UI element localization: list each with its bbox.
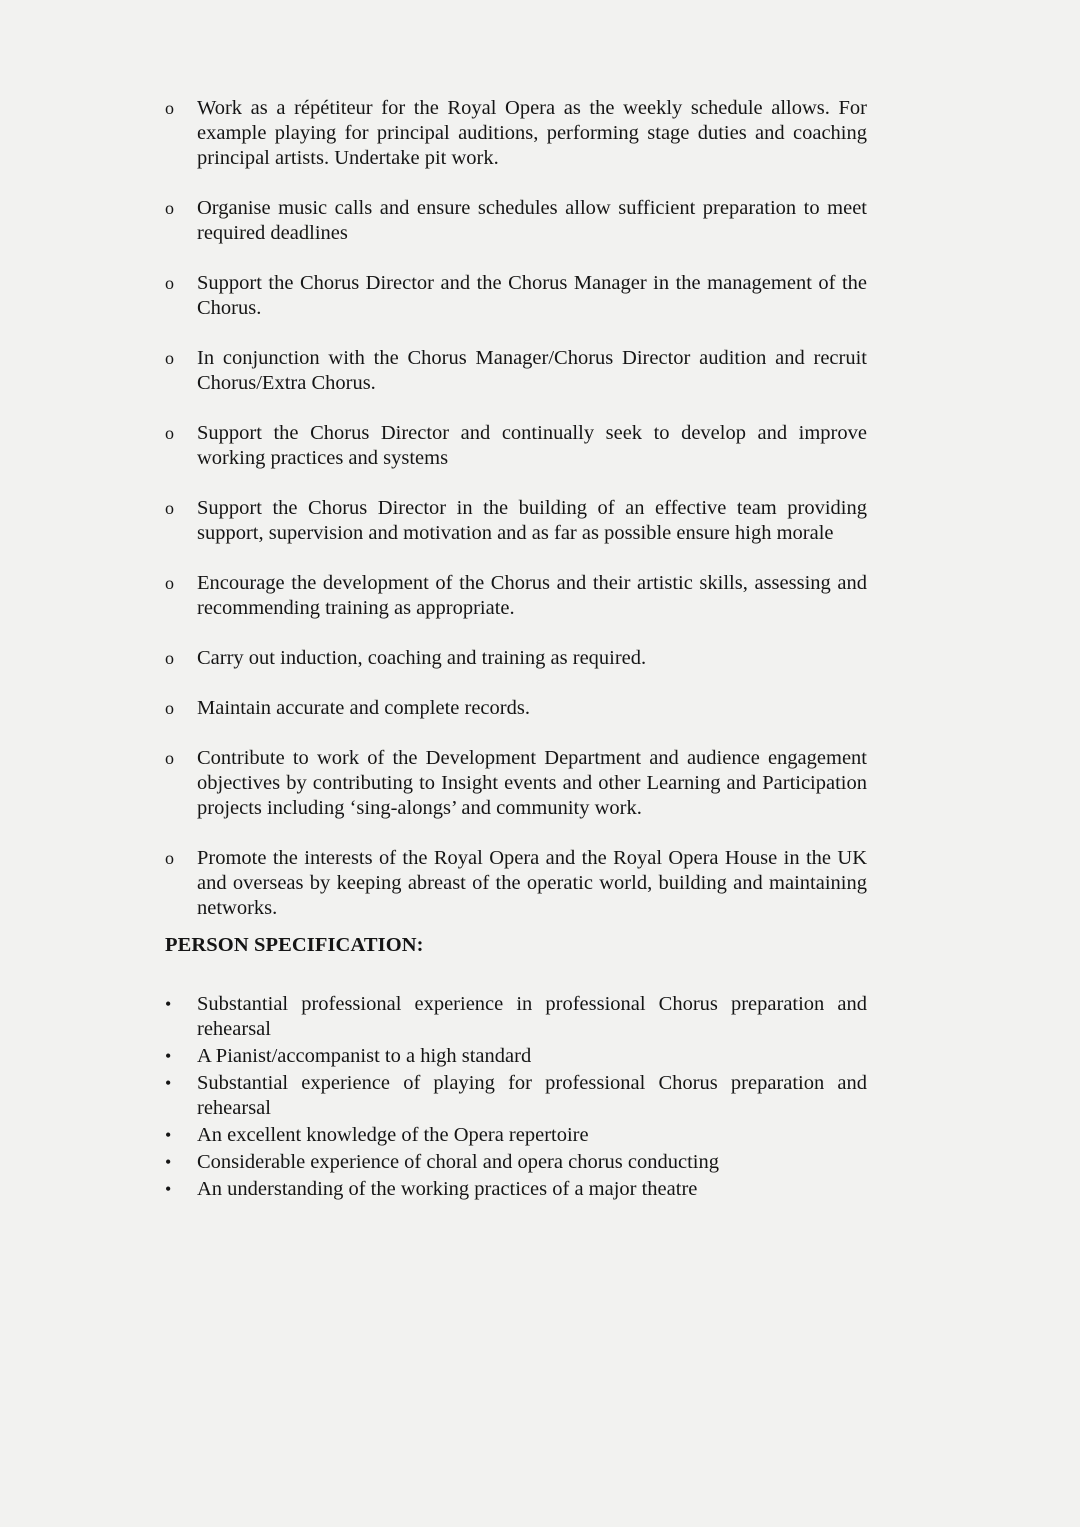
spec-text: An understanding of the working practices of a major theatre [197, 1178, 698, 1200]
duty-text: Encourage the development of the Chorus and their artistic skills, assessing and recommending training as appropriate. [197, 572, 867, 619]
list-marker: o [165, 698, 174, 718]
duty-item [165, 421, 867, 471]
spec-text: An excellent knowledge of the Opera repertoire [197, 1124, 589, 1146]
duties-list [165, 96, 867, 921]
list-marker: o [165, 648, 174, 668]
document-body [165, 96, 867, 1204]
spec-text: Substantial experience of playing for professional Chorus preparation and rehearsal [197, 1072, 867, 1119]
bullet-marker: • [165, 1046, 172, 1066]
duty-item [165, 196, 867, 246]
list-marker: o [165, 748, 174, 768]
duty-text: Support the Chorus Director and the Chorus Manager in the management of the Chorus. [197, 272, 867, 319]
spec-item [165, 1123, 867, 1148]
spec-item [165, 1150, 867, 1175]
spec-text: A Pianist/accompanist to a high standard [197, 1045, 532, 1067]
spec-text: Substantial professional experience in professional Chorus preparation and rehearsal [197, 993, 867, 1040]
duty-item [165, 696, 867, 721]
duty-item [165, 96, 867, 171]
duty-item [165, 271, 867, 321]
bullet-marker: • [165, 1073, 172, 1093]
duty-text: Carry out induction, coaching and training as required. [197, 647, 647, 669]
list-marker: o [165, 423, 174, 443]
duty-item [165, 746, 867, 821]
duty-item [165, 496, 867, 546]
list-marker: o [165, 198, 174, 218]
duty-item [165, 846, 867, 921]
spec-item [165, 1071, 867, 1121]
bullet-marker: • [165, 1152, 172, 1172]
list-marker: o [165, 348, 174, 368]
list-marker: o [165, 573, 174, 593]
duty-text: In conjunction with the Chorus Manager/Chorus Director audition and recruit Chorus/Extra Chorus. [197, 347, 867, 394]
duty-text: Support the Chorus Director in the building of an effective team providing support, supervision and motivation and as far as possible ensure high morale [197, 497, 867, 544]
spec-item [165, 992, 867, 1042]
duty-text: Promote the interests of the Royal Opera and the Royal Opera House in the UK and overseas by keeping abreast of the operatic world, building and maintaining networks. [197, 847, 867, 919]
duty-item [165, 646, 867, 671]
spec-text: Considerable experience of choral and opera chorus conducting [197, 1151, 719, 1173]
duty-item [165, 571, 867, 621]
duty-item [165, 346, 867, 396]
list-marker: o [165, 498, 174, 518]
person-specification-list [165, 992, 867, 1202]
duty-text: Support the Chorus Director and continually seek to develop and improve working practices and systems [197, 422, 867, 469]
duty-text: Organise music calls and ensure schedules allow sufficient preparation to meet required deadlines [197, 197, 867, 244]
duty-text: Work as a répétiteur for the Royal Opera as the weekly schedule allows. For example playing for principal auditions, performing stage duties and coaching principal artists. Undertake pit work. [197, 97, 867, 169]
list-marker: o [165, 848, 174, 868]
bullet-marker: • [165, 1179, 172, 1199]
duty-text: Maintain accurate and complete records. [197, 697, 530, 719]
bullet-marker: • [165, 1125, 172, 1145]
spec-item [165, 1044, 867, 1069]
duty-text: Contribute to work of the Development Department and audience engagement objectives by contributing to Insight events and other Learning and Participation projects including ‘sing-alongs’ and community work. [197, 747, 867, 819]
spec-item [165, 1177, 867, 1202]
list-marker: o [165, 98, 174, 118]
list-marker: o [165, 273, 174, 293]
bullet-marker: • [165, 994, 172, 1014]
person-specification-heading: PERSON SPECIFICATION: [165, 934, 424, 956]
